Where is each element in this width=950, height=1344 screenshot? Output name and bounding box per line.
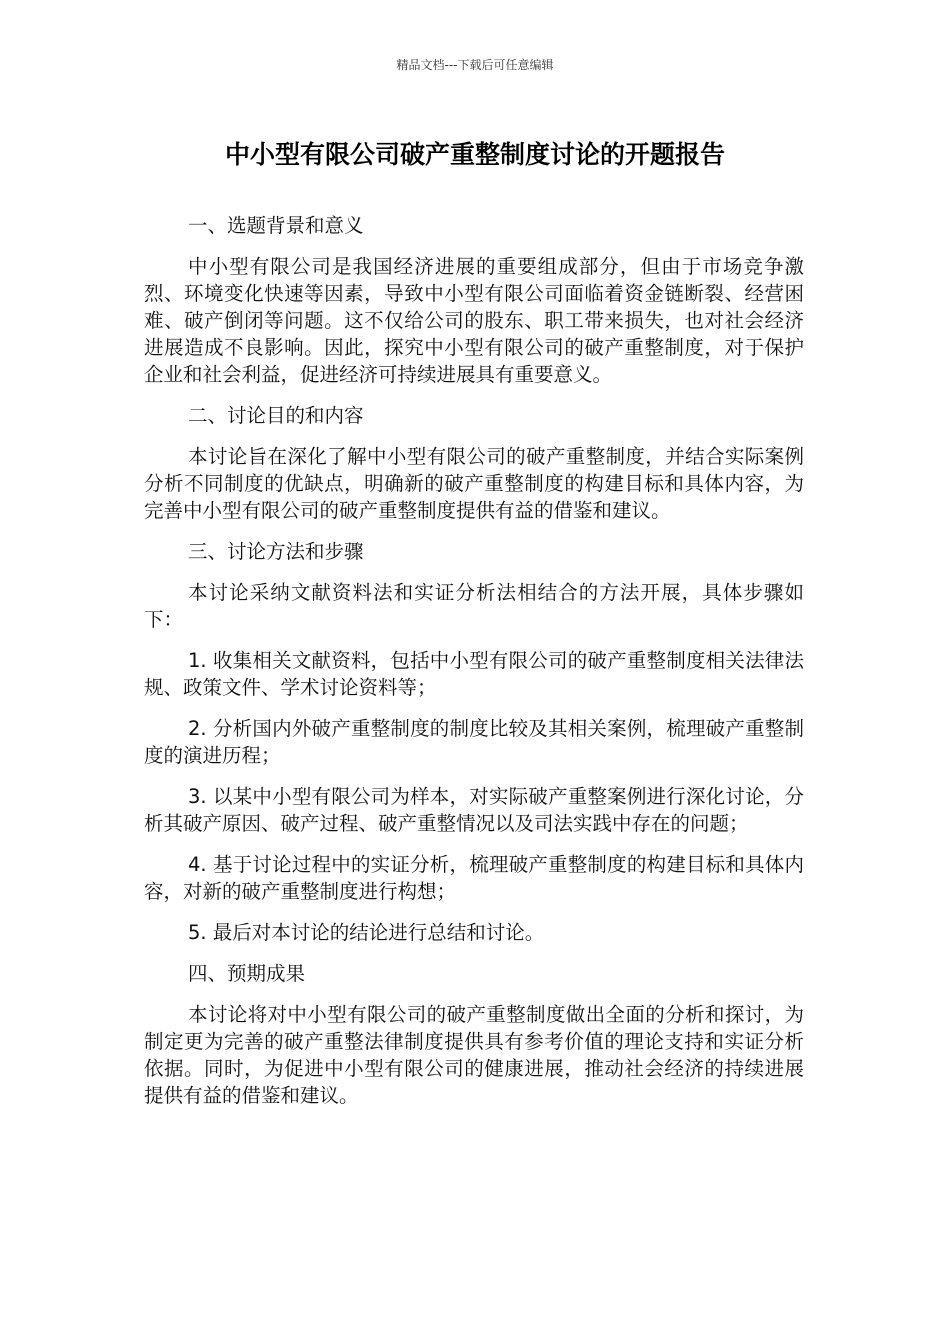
list-item: 5. 最后对本讨论的结论进行总结和讨论。	[188, 921, 545, 944]
section-heading-purpose: 二、讨论目的和内容	[188, 404, 364, 427]
list-item: 3. 以某中小型有限公司为样本，对实际破产重整案例进行深化讨论，分析其破产原因、破产过程、破产重整情况以及司法实践中存在的问题；	[144, 785, 804, 835]
section-heading-background: 一、选题背景和意义	[188, 214, 364, 237]
section-heading-outcomes: 四、预期成果	[188, 962, 306, 985]
section-heading-methods: 三、讨论方法和步骤	[188, 540, 364, 563]
document-body	[144, 212, 804, 1123]
section-paragraph-purpose: 本讨论旨在深化了解中小型有限公司的破产重整制度，并结合实际案例分析不同制度的优缺点，明确新的破产重整制度的构建目标和具体内容，为完善中小型有限公司的破产重整制度提供有益的借鉴和建议。	[144, 445, 804, 522]
document-title: 中小型有限公司破产重整制度讨论的开题报告	[224, 140, 725, 169]
header-note: 精品文档---下载后可任意编辑	[396, 58, 554, 72]
list-item: 2. 分析国内外破产重整制度的制度比较及其相关案例，梳理破产重整制度的演进历程；	[144, 717, 804, 767]
section-paragraph-background: 中小型有限公司是我国经济进展的重要组成部分，但由于市场竞争激烈、环境变化快速等因素，导致中小型有限公司面临着资金链断裂、经营困难、破产倒闭等问题。这不仅给公司的股东、职工带来损失，也对社会经济进展造成不良影响。因此，探究中小型有限公司的破产重整制度，对于保护企业和社会利益，促进经济可持续进展具有重要意义。	[144, 255, 804, 386]
section-paragraph-methods: 本讨论采纳文献资料法和实证分析法相结合的方法开展，具体步骤如下：	[144, 581, 804, 631]
list-item: 4. 基于讨论过程中的实证分析，梳理破产重整制度的构建目标和具体内容，对新的破产重整制度进行构想；	[144, 853, 804, 903]
list-item: 1. 收集相关文献资料，包括中小型有限公司的破产重整制度相关法律法规、政策文件、学术讨论资料等；	[144, 649, 804, 699]
section-paragraph-outcomes: 本讨论将对中小型有限公司的破产重整制度做出全面的分析和探讨，为制定更为完善的破产重整法律制度提供具有参考价值的理论支持和实证分析依据。同时，为促进中小型有限公司的健康进展，推动社会经济的持续进展提供有益的借鉴和建议。	[144, 1003, 804, 1107]
